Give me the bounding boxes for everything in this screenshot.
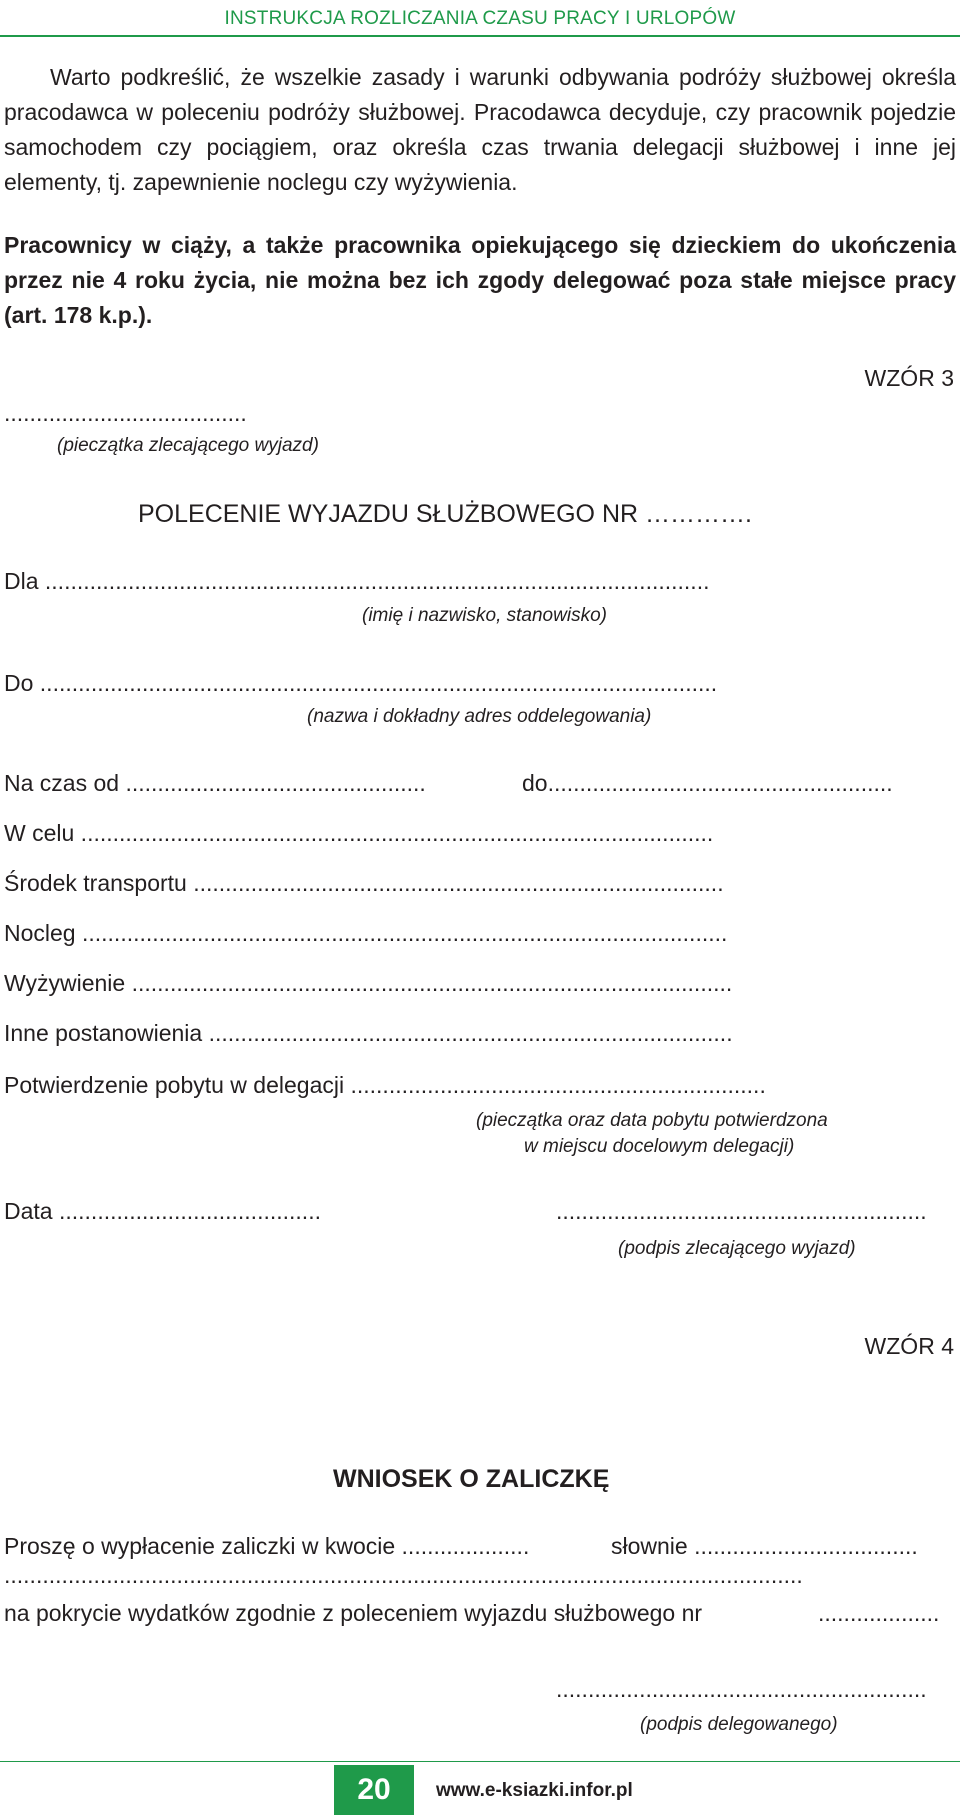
field-inne-postanowienia: Inne postanowienia .................................................................................. <box>4 1020 733 1046</box>
field-srodek-transportu: Środek transportu ................................................................................... <box>4 870 724 896</box>
footer-url[interactable]: www.e-ksiazki.infor.pl <box>436 1780 633 1801</box>
field-kwota-slownie-cd: ............................................................................................................................. <box>4 1562 803 1588</box>
footer-rule <box>0 1761 960 1762</box>
paragraph-business-travel: Warto podkreślić, że wszelkie zasady i warunki odbywania podróży służbowej określa pracodawca w poleceniu podróży służbowej. Pracodawca decyduje, czy pracownik pojedzie samochodem czy pociągiem, oraz określa czas trwania delegacji służbowej i inne jej elementy, tj. zapewnienie noclegu czy wyżywienia. <box>4 64 956 195</box>
form3-stamp-caption: (pieczątka zlecającego wyjazd) <box>57 435 319 456</box>
field-do-date: do...................................................... <box>522 770 893 796</box>
field-w-celu: W celu ................................................................................................... <box>4 820 714 846</box>
form4-label: WZÓR 4 <box>864 1333 954 1359</box>
form4-title: WNIOSEK O ZALICZKĘ <box>333 1465 610 1493</box>
header-rule <box>0 35 960 37</box>
field-do: Do .......................................................................................................... <box>4 670 718 696</box>
caption-dla: (imię i nazwisko, stanowisko) <box>362 605 607 626</box>
caption-potwierdzenie-2: w miejscu docelowym delegacji) <box>524 1136 795 1157</box>
form3-signature-dots: .......................................................... <box>556 1198 927 1224</box>
form3-stamp-dots: ...................................... <box>4 400 247 426</box>
field-slownie: słownie ................................... <box>611 1533 918 1559</box>
caption-potwierdzenie-1: (pieczątka oraz data pobytu potwierdzona <box>476 1110 828 1131</box>
field-na-czas-od: Na czas od ............................................... <box>4 770 426 796</box>
field-kwota-zaliczki: Proszę o wypłacenie zaliczki w kwocie .................... <box>4 1533 530 1559</box>
field-dla: Dla ........................................................................................................ <box>4 568 710 594</box>
running-header: INSTRUKCJA ROZLICZANIA CZASU PRACY I URLOPÓW <box>224 8 736 29</box>
caption-do: (nazwa i dokładny adres oddelegowania) <box>307 706 652 727</box>
form3-signature-caption: (podpis zlecającego wyjazd) <box>618 1238 856 1259</box>
field-data: Data ......................................... <box>4 1198 321 1224</box>
form3-title: POLECENIE WYJAZDU SŁUŻBOWEGO NR …………. <box>138 500 752 528</box>
field-potwierdzenie-pobytu: Potwierdzenie pobytu w delegacji ................................................................. <box>4 1072 766 1098</box>
page-number: 20 <box>334 1765 414 1815</box>
field-pokrycie-wydatkow: na pokrycie wydatków zgodnie z poleceniem wyjazdu służbowego nr <box>4 1600 703 1626</box>
field-nocleg: Nocleg ..................................................................................................... <box>4 920 728 946</box>
paragraph-pregnant-workers: Pracownicy w ciąży, a także pracownika opiekującego się dzieckiem do ukończenia przez nie 4 roku życia, nie można bez ich zgody delegować poza stałe miejsce pracy (art. 178 k.p.). <box>4 232 956 328</box>
form3-label: WZÓR 3 <box>864 365 954 391</box>
form4-signature-caption: (podpis delegowanego) <box>640 1714 838 1735</box>
field-wyzywienie: Wyżywienie .............................................................................................. <box>4 970 733 996</box>
field-numer-polecenia: ................... <box>818 1600 940 1626</box>
form4-signature-dots: .......................................................... <box>556 1676 927 1702</box>
